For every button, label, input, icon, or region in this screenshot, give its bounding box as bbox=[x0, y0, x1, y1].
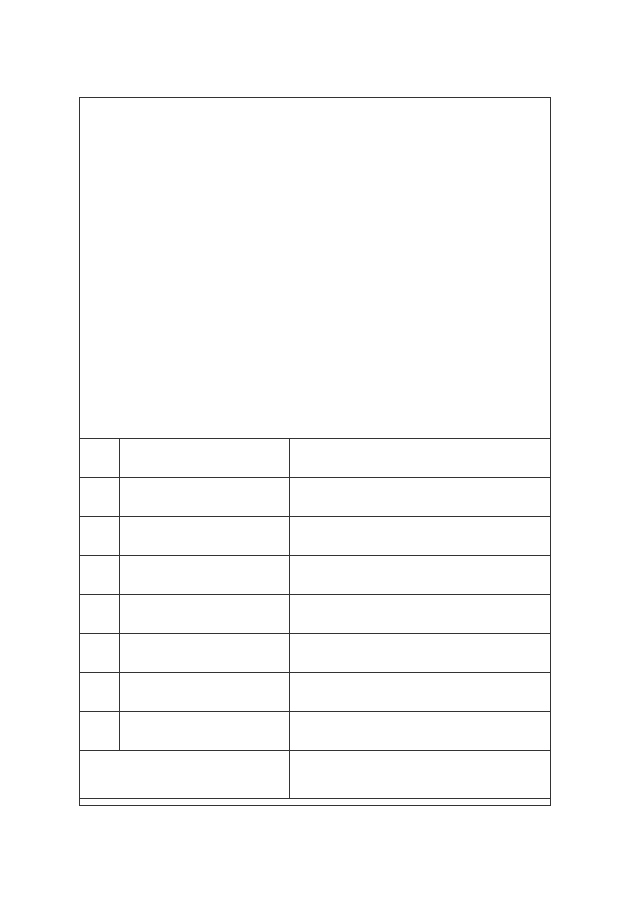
item-number bbox=[80, 517, 120, 556]
item-value-cell[interactable] bbox=[289, 478, 550, 517]
item-number bbox=[80, 556, 120, 595]
item-label bbox=[119, 673, 289, 712]
item-value-cell[interactable] bbox=[289, 556, 550, 595]
item-label bbox=[119, 556, 289, 595]
item-row bbox=[80, 517, 551, 556]
other-row bbox=[80, 751, 551, 799]
item-row bbox=[80, 556, 551, 595]
item-row bbox=[80, 673, 551, 712]
item-row bbox=[80, 478, 551, 517]
item-number bbox=[80, 673, 120, 712]
other-label bbox=[80, 751, 290, 799]
item-label bbox=[119, 517, 289, 556]
application-form bbox=[79, 97, 551, 806]
item-value-cell[interactable] bbox=[289, 712, 550, 751]
item-value-cell[interactable] bbox=[289, 634, 550, 673]
item-number bbox=[80, 712, 120, 751]
item-label bbox=[119, 439, 289, 478]
item-number bbox=[80, 478, 120, 517]
item-label bbox=[119, 595, 289, 634]
item-row bbox=[80, 595, 551, 634]
item-row bbox=[80, 439, 551, 478]
item-value-cell[interactable] bbox=[289, 673, 550, 712]
item-row bbox=[80, 634, 551, 673]
item-number bbox=[80, 595, 120, 634]
item-row bbox=[80, 712, 551, 751]
item-number bbox=[80, 439, 120, 478]
item-label bbox=[119, 478, 289, 517]
item-value-cell[interactable] bbox=[289, 595, 550, 634]
other-value-cell[interactable] bbox=[289, 751, 550, 799]
item-number bbox=[80, 634, 120, 673]
item-value-cell[interactable] bbox=[289, 439, 550, 478]
item-label bbox=[119, 712, 289, 751]
item-value-cell[interactable] bbox=[289, 517, 550, 556]
items-table bbox=[79, 438, 551, 799]
item-label bbox=[119, 634, 289, 673]
